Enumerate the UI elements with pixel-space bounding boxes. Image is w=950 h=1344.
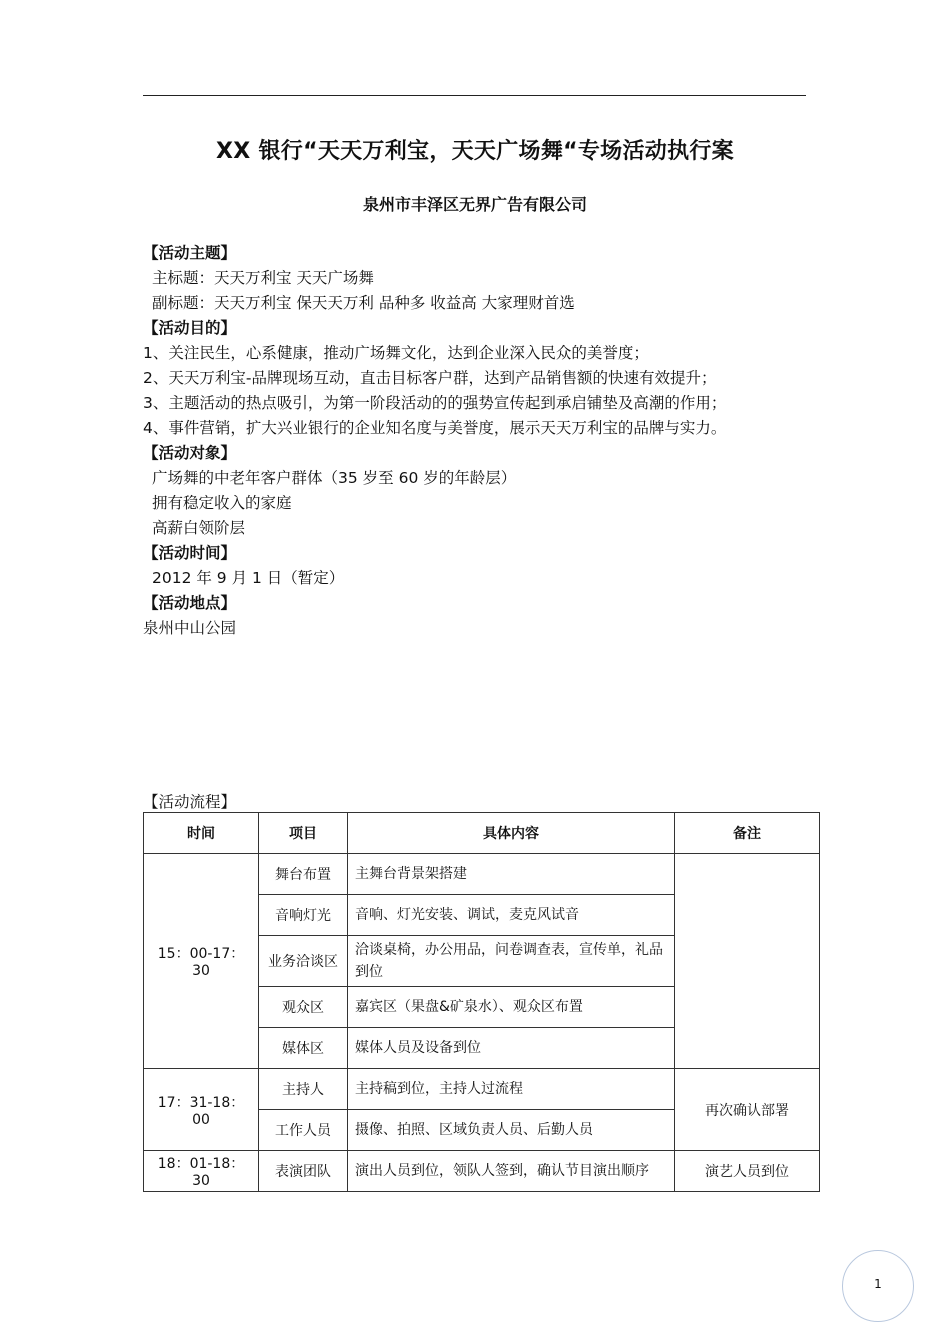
table-row — [144, 1151, 820, 1192]
header-item: 项目 — [259, 813, 348, 854]
theme-main-title: 主标题：天天万利宝 天天广场舞 — [152, 269, 374, 287]
item-cell: 观众区 — [259, 987, 348, 1028]
header-note: 备注 — [675, 813, 820, 854]
item-cell: 表演团队 — [259, 1151, 348, 1192]
table-row — [144, 1069, 820, 1110]
page-number: 1 — [874, 1277, 882, 1291]
content-cell: 主持稿到位，主持人过流程 — [348, 1069, 675, 1110]
note-cell: 演艺人员到位 — [675, 1151, 820, 1192]
purpose-item: 1、关注民生，心系健康，推动广场舞文化，达到企业深入民众的美誉度； — [143, 344, 649, 362]
time-cell: 17：31-18：00 — [144, 1069, 259, 1151]
note-cell — [675, 854, 820, 1069]
content-cell: 洽谈桌椅，办公用品，问卷调查表，宣传单，礼品到位 — [348, 936, 675, 987]
item-cell: 工作人员 — [259, 1110, 348, 1151]
flow-table — [143, 812, 820, 1192]
purpose-heading: 【活动目的】 — [143, 319, 237, 337]
place-heading: 【活动地点】 — [143, 594, 237, 612]
item-cell: 主持人 — [259, 1069, 348, 1110]
header-time: 时间 — [144, 813, 259, 854]
note-cell: 再次确认部署 — [675, 1069, 820, 1151]
time-value: 2012 年 9 月 1 日（暂定） — [152, 569, 345, 587]
content-cell: 主舞台背景架搭建 — [348, 854, 675, 895]
item-cell: 音响灯光 — [259, 895, 348, 936]
place-value: 泉州中山公园 — [143, 619, 237, 637]
table-header-row — [144, 813, 820, 854]
time-cell: 15：00-17：30 — [144, 854, 259, 1069]
flow-heading: 【活动流程】 — [143, 793, 237, 811]
theme-heading: 【活动主题】 — [143, 244, 237, 262]
company-name: 泉州市丰泽区无界广告有限公司 — [362, 195, 587, 214]
time-heading: 【活动时间】 — [143, 544, 237, 562]
purpose-item: 2、天天万利宝-品牌现场互动，直击目标客户群，达到产品销售额的快速有效提升； — [143, 369, 717, 387]
purpose-item: 4、事件营销，扩大兴业银行的企业知名度与美誉度，展示天天万利宝的品牌与实力。 — [143, 419, 727, 437]
header-rule — [143, 95, 806, 96]
content-cell: 嘉宾区（果盘&矿泉水）、观众区布置 — [348, 987, 675, 1028]
item-cell: 舞台布置 — [259, 854, 348, 895]
page-number-badge — [842, 1250, 914, 1322]
content-cell: 媒体人员及设备到位 — [348, 1028, 675, 1069]
time-cell: 18：01-18：30 — [144, 1151, 259, 1192]
table-row — [144, 854, 820, 895]
header-content: 具体内容 — [348, 813, 675, 854]
content-cell: 摄像、拍照、区域负责人员、后勤人员 — [348, 1110, 675, 1151]
target-item: 高薪白领阶层 — [152, 519, 246, 537]
item-cell: 业务洽谈区 — [259, 936, 348, 987]
target-item: 拥有稳定收入的家庭 — [152, 494, 292, 512]
target-heading: 【活动对象】 — [143, 444, 237, 462]
theme-subtitle: 副标题：天天万利宝 保天天万利 品种多 收益高 大家理财首选 — [152, 294, 575, 312]
content-cell: 音响、灯光安装、调试，麦克风试音 — [348, 895, 675, 936]
target-item: 广场舞的中老年客户群体（35 岁至 60 岁的年龄层） — [152, 469, 517, 487]
purpose-item: 3、主题活动的热点吸引，为第一阶段活动的的强势宣传起到承启铺垫及高潮的作用； — [143, 394, 727, 412]
item-cell: 媒体区 — [259, 1028, 348, 1069]
content-cell: 演出人员到位，领队人签到，确认节目演出顺序 — [348, 1151, 675, 1192]
document-title: XX 银行“天天万利宝，天天广场舞“专场活动执行案 — [215, 139, 734, 164]
